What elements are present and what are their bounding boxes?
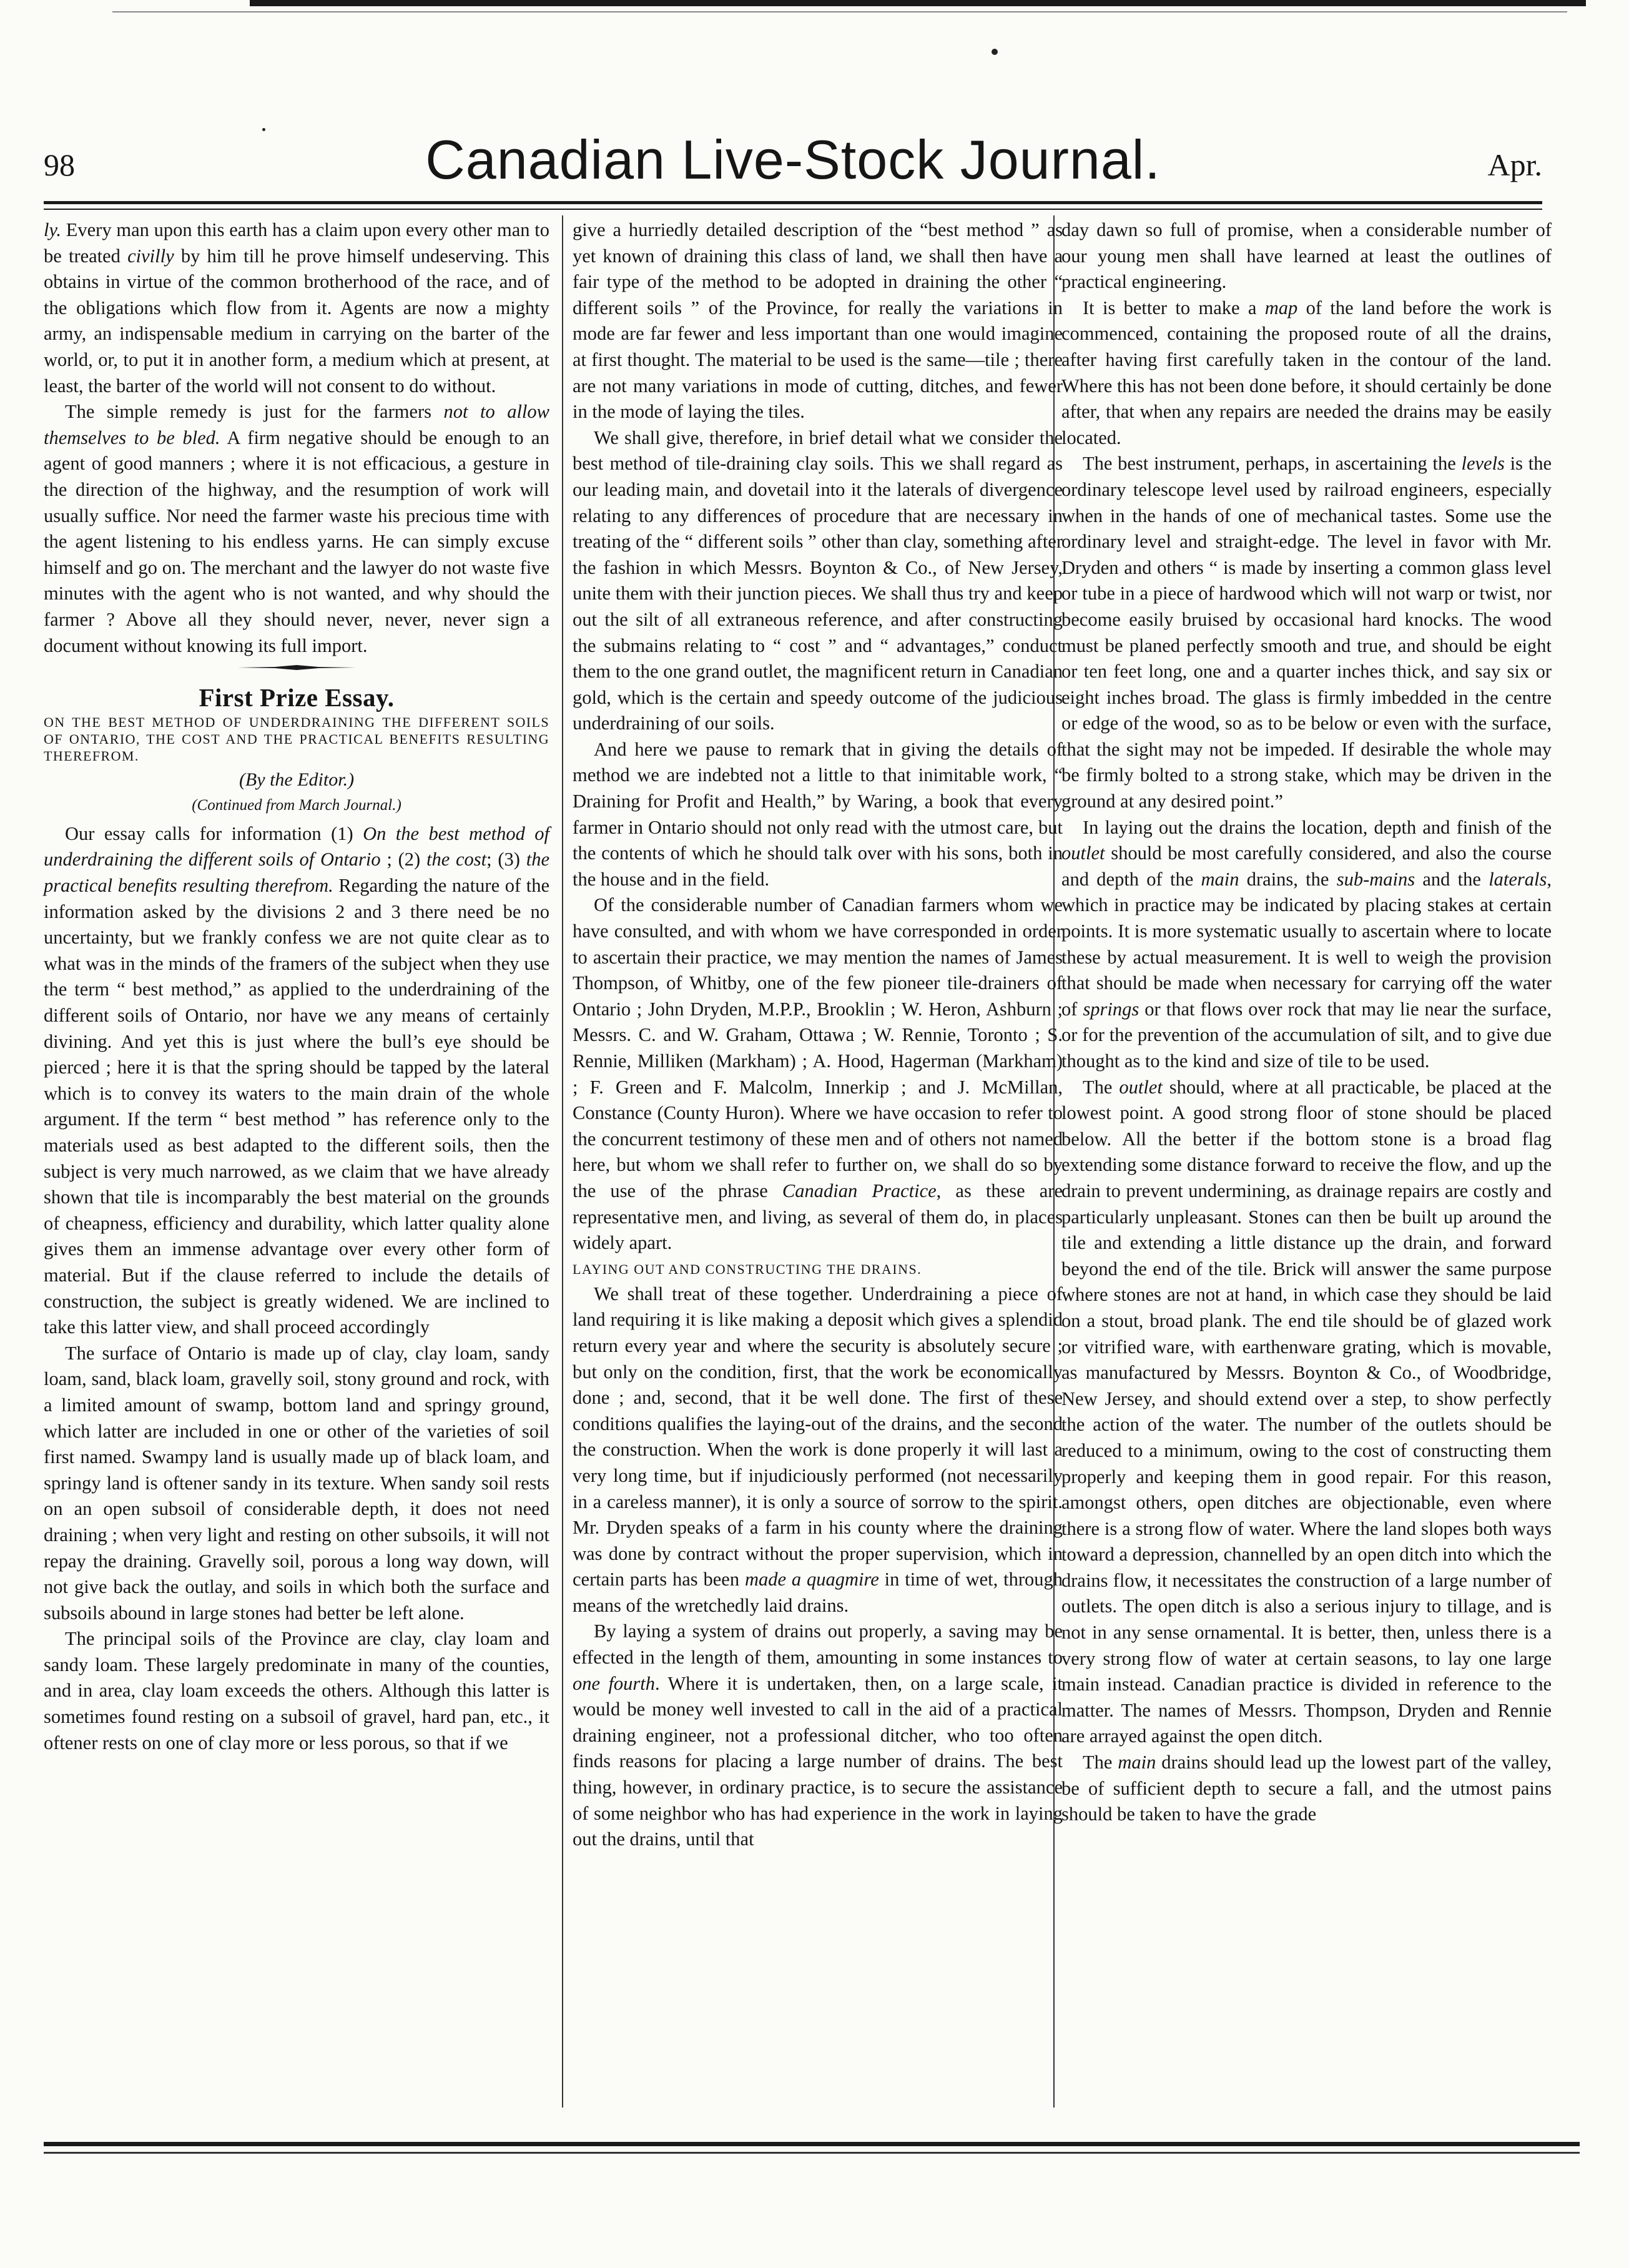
top-edge-rule <box>250 0 1586 6</box>
paragraph: Of the considerable number of Canadian farmers whom we have consulted, and with whom we have corresponded in order to ascertain their practice, we may mention the names of James Thompson, of Whitby, one of the few pioneer tile-drainers of Ontario ; John Dryden, M.P.P., Brooklin ; W. Heron, Ashburn ; Messrs. C. and W. Graham, Ottawa ; W. Rennie, Toronto ; S. Rennie, Milliken (Markham) ; A. Hood, Hagerman (Markham) ; F. Green and F. Malcolm, Innerkip ; and J. McMillan, Constance (County Huron). Where we have occasion to refer to the concurrent testimony of these men and of others not named here, but whom we shall refer to further on, we shall do so by the use of the phrase Canadian Practice, as these are representative men, and living, as several of them do, in places widely apart. <box>573 894 1063 1254</box>
paragraph: The best instrument, perhaps, in ascertaining the levels is the ordinary telescope level used by railroad engineers, especially when in the hands of one of mechanical tastes. Some use the ordinary level and straight-edge. The level in favor with Mr. Dryden and others “ is made by inserting a common glass level or tube in a piece of hardwood which will not warp or twist, nor become easily bruised by occasional hard knocks. The wood must be planed perfectly smooth and true, and should be eight or ten feet long, one and a quarter inches thick, and say six or eight inches broad. The glass is firmly imbedded in the centre or edge of the wood, so as to be below or even with the surface, that the sight may not be impeded. If desirable the whole may be firmly bolted to a strong stake, which may be driven in the ground at any desired point.” <box>1061 453 1552 812</box>
essay-title: First Prize Essay. <box>199 683 395 712</box>
paragraph: The principal soils of the Province are clay, clay loam and sandy loam. These largely predominate in many of the counties, and in area, clay loam exceeds the others. Although this latter is sometimes found resting on a subsoil of gravel, hard pan, etc., it oftener rests on one of clay more or less porous, so that if we <box>44 1628 549 1753</box>
paragraph: By laying a system of drains out properly, a saving may be effected in the length of them, amounting in some instances to one fourth. Where it is undertaken, then, on a large scale, it would be money well invested to call in the aid of a practical draining engineer, not a professional ditcher, who too often finds reasons for placing a large number of drains. The best thing, however, in ordinary practice, is to secure the assistance of some neighbor who has had experience in the work in laying out the drains, until that <box>573 1620 1063 1850</box>
bottom-rule <box>44 2142 1580 2146</box>
paragraph: The outlet should, where at all practicable, be placed at the lowest point. A good strong floor of stone should be placed below. All the better if the bottom stone is a broad flag extending some distance forward to receive the flow, and up the drain to prevent undermining, as drainage repairs are costly and particularly unpleasant. Stones can then be built up around the tile and extending a little distance up the drain, and forward beyond the end of the tile. Brick will answer the same purpose where stones are not at hand, in which case they should be laid on a stout, broad plank. The end tile should be of glazed work or vitrified ware, with earthenware grating, which is movable, as manufactured by Messrs. Boynton & Co., of Woodbridge, New Jersey, and should extend over a step, to show perfectly the action of the water. The number of the outlets should be reduced to a minimum, owing to the cost of constructing them properly and keeping them in good repair. For this reason, amongst others, open ditches are objectionable, even where there is a strong flow of water. Where the land slopes both ways toward a depression, channelled by an open ditch into which the drains flow, it necessitates the construction of a large number of outlets. The open ditch is also a serious injury to tillage, and is not in any sense ornamental. It is better, then, unless there is a very strong flow of water at certain seasons, to lay one large main instead. Canadian practice is divided in reference to the matter. The names of Messrs. Thompson, Dryden and Rennie are arrayed against the open ditch. <box>1061 1076 1552 1747</box>
column-2 <box>573 217 1063 1853</box>
byline: (By the Editor.) <box>239 769 355 790</box>
section-heading: LAYING OUT AND CONSTRUCTING THE DRAINS. <box>573 1261 922 1277</box>
paragraph: The simple remedy is just for the farmers not to allow themselves to be bled. A firm negative should be enough to an agent of good manners ; where it is not efficacious, a gesture in the direction of the highway, and the resumption of work will usually suffice. Nor need the farmer waste his precious time with the agent listening to his endless yarns. He can simply excuse himself and go on. The merchant and the lawyer do not waste five minutes with the agent who is not wanted, and why should the farmer ? Above all they should never, never, never sign a document without knowing its full import. <box>44 401 549 656</box>
journal-title: Canadian Live-Stock Journal. <box>425 129 1161 190</box>
paragraph: It is better to make a map of the land before the work is commenced, containing the proposed route of all the drains, after having first carefully taken in the contour of the land. Where this has not been done before, it should certainly be done after, that when any repairs are needed the drains may be easily located. <box>1061 297 1552 448</box>
column-1 <box>44 217 549 1756</box>
ornament-swell <box>237 665 356 670</box>
masthead-rule <box>44 201 1542 204</box>
bottom-rule-thin <box>44 2152 1580 2154</box>
print-speck <box>992 49 998 55</box>
issue-month: Apr. <box>1487 147 1542 182</box>
masthead <box>44 128 1542 197</box>
paragraph: In laying out the drains the location, depth and finish of the outlet should be most carefully considered, and also the course and depth of the main drains, the sub-mains and the laterals, which in practice may be indicated by placing stakes at certain points. It is more systematic usually to ascertain where to locate these by actual measurement. It is well to weigh the provision that should be made when necessary for carrying off the water of springs or that flows over rock that may lie near the surface, or for the prevention of the accumulation of silt, and to give due thought as to the kind and size of tile to be used. <box>1061 816 1552 1072</box>
paragraph: give a hurriedly detailed description of the “best method ” as yet known of draining this class of land, we shall then have a fair type of the method to be adopted in draining the other “ different soils ” of the Province, for really the variations in mode are far fewer and less important than one would imagine at first thought. The material to be used is the same—tile ; there are not many variations in mode of cutting, ditches, and fewer in the mode of laying the tiles. <box>573 219 1063 423</box>
page-number: 98 <box>44 147 75 182</box>
paragraph: The main drains should lead up the lowest part of the valley, be of sufficient depth to secure a fall, and the utmost pains should be taken to have the grade <box>1061 1752 1552 1825</box>
top-edge-thin-rule <box>112 11 1567 12</box>
column-divider <box>562 215 563 2108</box>
continued-note: (Continued from March Journal.) <box>192 797 401 814</box>
paragraph: ly. Every man upon this earth has a claim upon every other man to be treated civilly by him till he prove himself undeserving. This obtains in virtue of the common brotherhood of the race, and of the obligations which flow from it. Agents are now a mighty army, an indispensable medium in carrying on the barter of the world, or, to put it in another form, a medium which at present, at least, the barter of the world will not consent to do without. <box>44 219 549 397</box>
essay-subtitle: ON THE BEST METHOD OF UNDERDRAINING THE DIFFERENT SOILS OF ONTARIO, THE COST AND THE PRACTICAL BENEFITS RESULTING THEREFROM. <box>44 714 549 764</box>
paragraph: day dawn so full of promise, when a considerable number of our young men shall have learned at least the outlines of practical engineering. <box>1061 219 1552 293</box>
paragraph: We shall treat of these together. Underdraining a piece of land requiring it is like making a deposit which gives a splendid return every year and where the security is absolutely secure ; but only on the condition, first, that the work be economically done ; and, second, that it be well done. The first of these conditions qualifies the laying-out of the drains, and the second the construction. When the work is done properly it will last a very long time, but if injudiciously performed (not necessarily in a careless manner), it is only a source of sorrow to the spirit. Mr. Dryden speaks of a farm in his county where the draining was done by contract without the proper supervision, which in certain parts has been made a quagmire in time of wet, through means of the wretchedly laid drains. <box>573 1283 1063 1616</box>
paragraph: We shall give, therefore, in brief detail what we consider the best method of tile-draining clay soils. This we shall regard as our leading main, and dovetail into it the laterals of divergence relating to any differences of procedure that are necessary in treating of the “ different soils ” other than clay, something after the fashion in which Messrs. Boynton & Co., of New Jersey, unite them with their junction pieces. We shall thus try and keep out the silt of all extraneous reference, and after constructing the submains relating to “ cost ” and “ advantages,” conduct them to the one grand outlet, the magnificent return in Canadian gold, which is the certain and speedy outcome of the judicious underdraining of our soils. <box>573 426 1063 734</box>
ornamental-rule <box>237 665 356 670</box>
paragraph: Our essay calls for information (1) On the best method of underdraining the different soils of Ontario ; (2) the cost; (3) the practical benefits resulting therefrom. Regarding the nature of the information asked by the divisions 2 and 3 there need be no uncertainty, but we frankly confess we are not quite clear as to what was in the minds of the framers of the subject when they use the term “ best method,” as applied to the underdraining of the different soils of Ontario, nor have we any means of certainly divining. And yet this is just where the bull’s eye should be pierced ; here it is that the spring should be tapped by the lateral which is to convey its waters to the main drain of the whole argument. If the term “ best method ” has reference only to the materials used as best adapted to the different soils, then the subject is very much narrowed, as we claim that we have already shown that tile is incomparably the best material on the grounds of cheapness, efficiency and durability, which latter quality alone gives them an immense advantage over every other form of material. But if the clause referred to include the details of construction, the subject is greatly widened. We are inclined to take this latter view, and shall proceed accordingly <box>44 822 550 1338</box>
masthead-rule-thin <box>44 209 1542 210</box>
paragraph: The surface of Ontario is made up of clay, clay loam, sandy loam, sand, black loam, gravelly soil, stony ground and rock, with a limited amount of swamp, bottom land and springy ground, which latter are included in one or other of the varieties of soil first named. Swampy land is usually made up of black loam, and springy land is oftener sandy in its texture. When sandy soil rests on an open subsoil of considerable depth, it does not need draining ; when very light and resting on other subsoils, it will not repay the draining. Gravelly soil, porous a long way down, will not give back the outlay, and soils in which both the surface and subsoils abound in large stones had better be left alone. <box>44 1342 549 1624</box>
column-3 <box>1061 217 1552 1828</box>
paragraph: And here we pause to remark that in giving the details of method we are indebted not a little to that inimitable work, “ Draining for Profit and Health,” by Waring, a book that every farmer in Ontario should not only read with the utmost care, but the contents of which he should talk over with his sons, both in the house and in the field. <box>573 738 1063 890</box>
